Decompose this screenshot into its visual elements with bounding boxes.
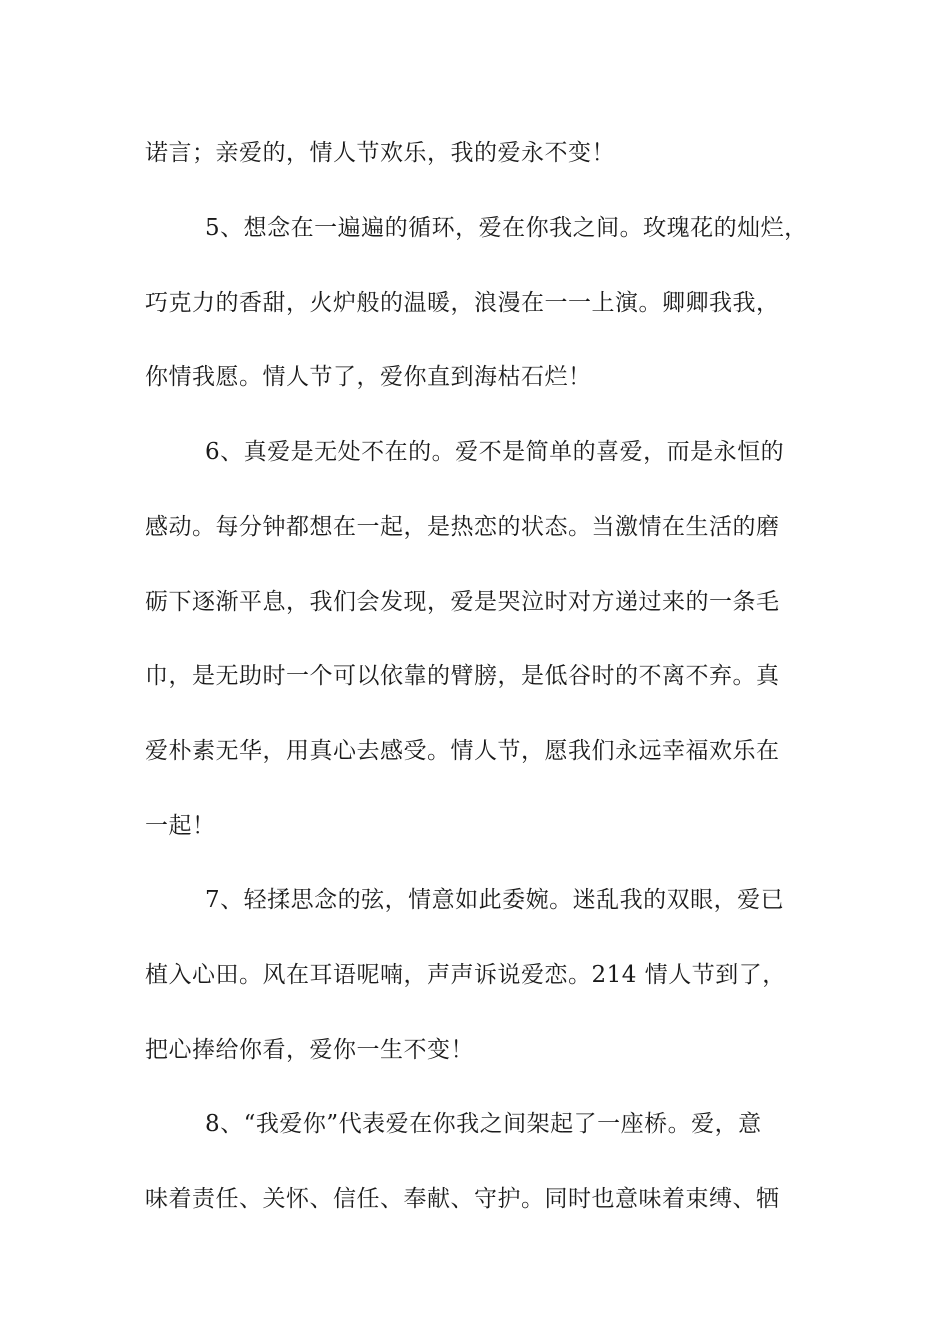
text-line: 味着责任、关怀、信任、奉献、守护。同时也意味着束缚、牺 bbox=[145, 1186, 780, 1212]
paragraph-5-line: 5、想念在一遍遍的循环，爱在你我之间。玫瑰花的灿烂， bbox=[205, 215, 808, 241]
paragraph-6-line: 6、真爱是无处不在的。爱不是简单的喜爱，而是永恒的 bbox=[205, 439, 785, 465]
text-line: 植入心田。风在耳语呢喃，声声诉说爱恋。214 情人节到了， bbox=[145, 962, 786, 988]
paragraph-8-line: 8、“我爱你”代表爱在你我之间架起了一座桥。爱，意 bbox=[205, 1111, 762, 1137]
text-line: 你情我愿。情人节了，爱你直到海枯石烂！ bbox=[145, 364, 592, 390]
text-line: 诺言；亲爱的，情人节欢乐，我的爱永不变！ bbox=[145, 140, 615, 166]
text-line: 感动。每分钟都想在一起，是热恋的状态。当激情在生活的磨 bbox=[145, 514, 780, 540]
text-line: 一起！ bbox=[145, 813, 216, 839]
text-line: 爱朴素无华，用真心去感受。情人节，愿我们永远幸福欢乐在 bbox=[145, 738, 780, 764]
text-line: 巧克力的香甜，火炉般的温暖，浪漫在一一上演。卿卿我我， bbox=[145, 290, 780, 316]
text-line: 巾，是无助时一个可以依靠的臂膀，是低谷时的不离不弃。真 bbox=[145, 663, 780, 689]
text-line: 砺下逐渐平息，我们会发现，爱是哭泣时对方递过来的一条毛 bbox=[145, 589, 780, 615]
paragraph-7-line: 7、轻揉思念的弦，情意如此委婉。迷乱我的双眼，爱已 bbox=[205, 887, 785, 913]
text-line: 把心捧给你看，爱你一生不变！ bbox=[145, 1037, 474, 1063]
